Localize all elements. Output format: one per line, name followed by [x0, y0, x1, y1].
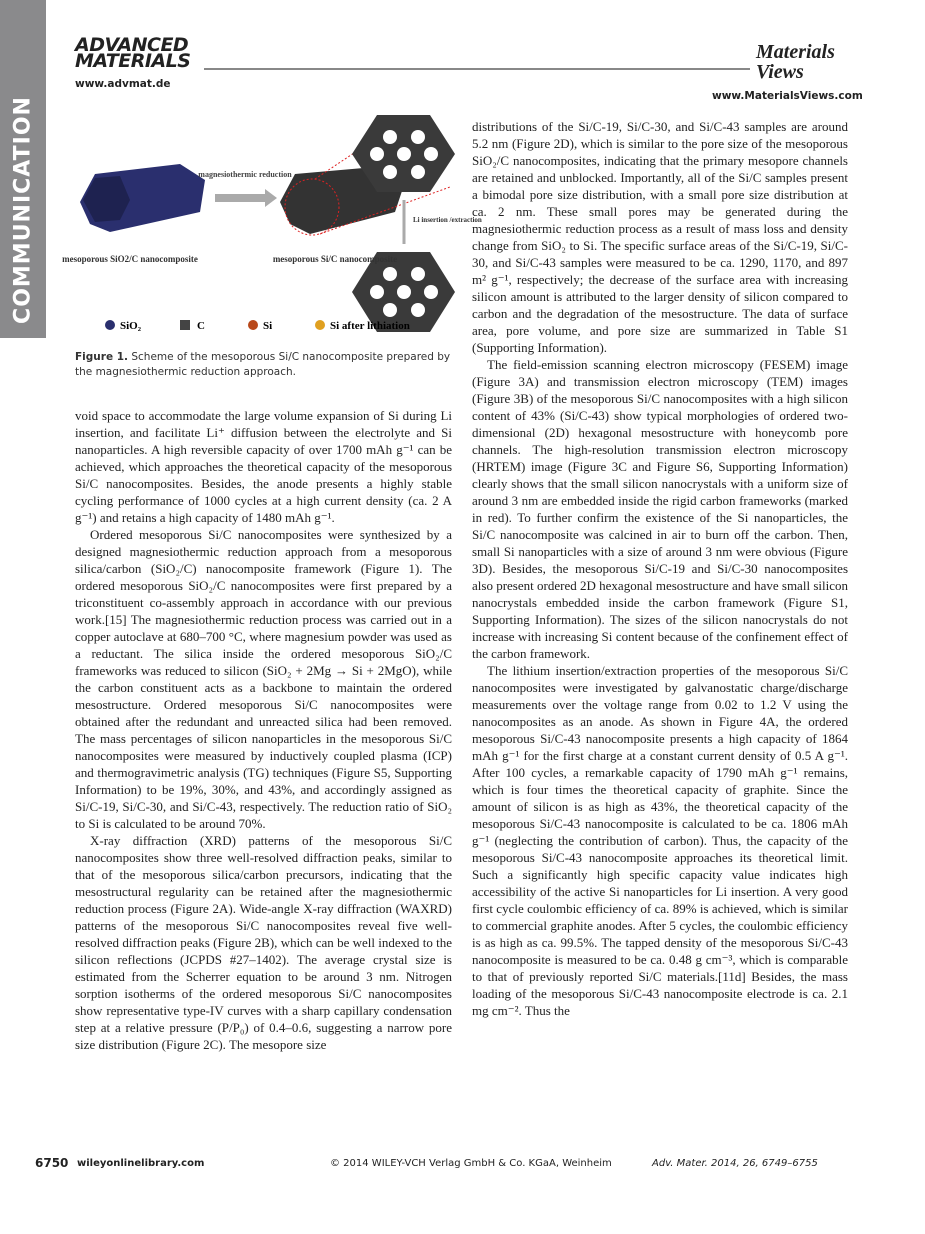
figure-1-scheme [62, 112, 482, 342]
header-rule [204, 68, 750, 70]
legend-si-icon [248, 320, 258, 330]
paragraph: void space to accommodate the large volume expansion of Si during Li insertion, and facilitate Li⁺ diffusion between the electrolyte and Si nanoparticles. A high reversible capacity of over 1700 mAh g⁻¹ can be achieved, which approaches the theoretical capacity of the mesoporous Si/C nanocomposites. Besides, the anode presents a highly stable cycling performance of 1000 cycles at a high current density (ca. 2 A g⁻¹) and retains a high capacity of 1480 mAh g⁻¹. [75, 408, 452, 525]
legend-sio2-icon [105, 320, 115, 330]
caption-text: Scheme of the mesoporous Si/C nanocomposite prepared by the magnesiothermic reduction approach. [75, 351, 451, 378]
arrow-label: magnesiothermic reduction [198, 170, 292, 179]
partner-url[interactable]: www.MaterialsViews.com [712, 90, 863, 102]
paragraph: distributions of the Si/C-19, Si/C-30, and Si/C-43 samples are around 5.2 nm (Figure 2D), which is similar to the pore size of the mesoporous SiO₂/C nanocomposites, indicating that the primary mesopore channels are retained and unblocked. Importantly, all of the Si/C samples present a bimodal pore size distribution, with a small pore size distribution at ca. 2 nm. These small pores may be generated during the magnesiothermic reduction process as a result of mass loss and density change from SiO₂ to Si. The specific surface areas of the Si/C-19, Si/C-30, and Si/C-43 samples were measured to be ca. 1290, 1170, and 897 m² g⁻¹, respectively; the decrease of the surface area with increasing silicon amount is attributed to the larger density of silicon compared to carbon and the degradation of the mesostructure. The data of surface area, pore volume, and pore size are summarized in Table S1 (Supporting Information). [472, 119, 848, 355]
section-sidebar [0, 0, 46, 338]
page-number: 6750 [35, 1156, 69, 1170]
left-column [75, 407, 452, 1053]
footer-site[interactable]: wileyonlinelibrary.com [77, 1158, 205, 1169]
footer-copyright: © 2014 WILEY-VCH Verlag GmbH & Co. KGaA, Weinheim [330, 1158, 612, 1169]
paragraph: Ordered mesoporous Si/C nanocomposites were synthesized by a designed magnesiothermic reduction approach from a mesoporous silica/carbon (SiO₂/C) nanocomposite framework (Figure 1). The ordered mesoporous SiO₂/C nanocomposites were first prepared by a triconstituent co-assembly approach in accordance with our previous work.[15] The magnesiothermic reduction process was carried out in a copper autoclave at 680–700 °C, where magnesium powder was used as a reductant. The silica inside the ordered mesoporous SiO₂/C frameworks was reduced to silicon (SiO₂ + 2Mg → Si + 2MgO), while the carbon constituent acts as a backbone to maintain the ordered mesostructure. Ordered mesoporous Si/C nanocomposites were obtained after the redundant and unreacted silica had been removed. The mass percentages of silicon nanoparticles in the mesoporous Si/C nanocomposites were measured by inductively coupled plasma (ICP) and thermogravimetric analysis (TG) techniques (Figure S5, Supporting Information) to be 19%, 30%, and 43%, and accordingly assigned as Si/C-19, Si/C-30, and Si/C-43, respectively. The reduction ratio of SiO₂ to Si is calculated to be around 70%. [75, 527, 452, 831]
caption-label: Figure 1. [75, 351, 129, 363]
li-label: Li insertion /extraction [413, 216, 482, 224]
legend-c: C [197, 320, 205, 332]
paragraph: The lithium insertion/extraction properties of the mesoporous Si/C nanocomposites were investigated by galvanostatic charge/discharge measurements over the voltage range from 0.02 to 1.2 V using the nanocomposites as an anode. As shown in Figure 4A, the ordered mesoporous Si/C-43 nanocomposite presents a high capacity of 1864 mAh g⁻¹ for the first charge at a constant current density of 0.5 A g⁻¹. After 100 cycles, a remarkable capacity of 1790 mAh g⁻¹ remains, which is four times the theoretical capacity of graphite. Since the amount of silicon is as high as 43%, the theoretical capacity of the mesoporous Si/C-43 nanocomposite is calculated to be ca. 1806 mAh g⁻¹ (neglecting the contribution of carbon). Thus, the capacity of the mesoporous Si/C-43 nanocomposite approaches its theoretical limit. Such a significantly high specific capacity value indicates high accessibility of the active Si nanoparticles for Li insertion. A very good first cycle coulombic efficiency of ca. 89% is achieved, which is similar to commercial graphite anodes. After 5 cycles, the coulombic efficiency is as high as ca. 99.5%. The tapped density of the mesoporous Si/C-43 nanocomposite is measured to be ca. 0.48 g cm⁻³, which is comparable to that of previously reported Si/C materials.[11d] Besides, the mass loading of the mesoporous Si/C-43 nanocomposite electrode is ca. 2.1 mg cm⁻². Thus the [472, 663, 848, 1018]
legend-si-lith-icon [315, 320, 325, 330]
right-column [472, 118, 848, 1019]
legend-si-lith: Si after lithiation [330, 320, 410, 332]
legend-si: Si [263, 320, 273, 332]
footer-citation: Adv. Mater. 2014, 26, 6749–6755 [652, 1158, 818, 1169]
legend-sio2: SiO₂ [120, 320, 142, 332]
legend-c-icon [180, 320, 190, 330]
paragraph: X-ray diffraction (XRD) patterns of the mesoporous Si/C nanocomposites show three well-resolved diffraction peaks, similar to that of the mesoporous silica/carbon precursors, indicating that the mesostructural regularity can be retained after the magnesiothermic reduction process (Figure 2A). Wide-angle X-ray diffraction (WAXRD) patterns of the mesoporous Si/C nanocomposites reveal five well-resolved diffraction peaks (Figure 2B), which can be well indexed to the silicon reflections (JCPDS #27–1402). The average crystal size is estimated from the Scherrer equation to be around 3 nm. Nitrogen sorption isotherms of the ordered mesoporous Si/C nanocomposites show representative type-IV curves with a sharp capillary condensation step at a relative pressure (P/P₀) of 0.4–0.6, suggesting a narrow pore size distribution (Figure 2C). The mesopore size [75, 833, 452, 1052]
partner-logo: Materials Views [756, 41, 835, 83]
arrow [215, 189, 277, 207]
paragraph: The field-emission scanning electron microscopy (FESEM) image (Figure 3A) and transmission electron microscopy (TEM) images (Figure 3B) of the mesoporous Si/C nanocomposites with a high silicon content of 43% (Si/C-43) show typical morphologies of ordered two-dimensional (2D) hexagonal mesostructure with honeycomb pore channels. The high-resolution transmission electron microscopy (HRTEM) image (Figure 3C and Figure S6, Supporting Information) clearly shows that the small silicon nanocrystals with a uniform size of around 3 nm are embedded inside the rigid carbon frameworks (marked in red). To further confirm the existence of the Si nanoparticles, the Si/C nanocomposite was calcined in air to burn off the carbon. Then, small Si nanoparticles with a size of around 3 nm were obvious (Figure 3D). Besides, the mesoporous Si/C-19 and Si/C-30 nanocomposites also present ordered 2D hexagonal mesostructure and have small silicon nanocrystals embedded inside the carbon framework (Figure S1, Supporting Information). The sizes of the silicon nanocrystals do not increase with increasing Si content because of the confinement effect of the carbon framework. [472, 357, 848, 661]
journal-logo: ADVANCED MATERIALS [75, 34, 191, 72]
journal-url[interactable]: www.advmat.de [75, 78, 171, 90]
section-label: COMMUNICATION [10, 96, 36, 324]
left-label: mesoporous SiO2/C nanocomposite [62, 254, 198, 264]
middle-label: mesoporous Si/C nanocomposite [272, 254, 398, 264]
figure-caption [75, 350, 455, 380]
